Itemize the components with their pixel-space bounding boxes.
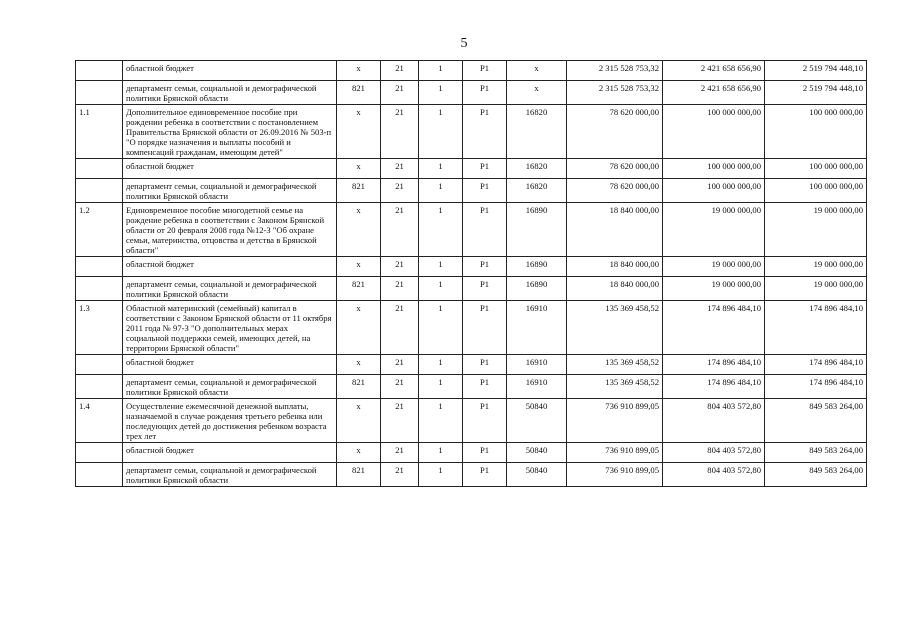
cell-code-program: 21 [381,61,419,81]
table-row [76,105,867,159]
cell-item-number [76,375,123,399]
cell-code-admin: 821 [337,463,381,487]
cell-name: областной бюджет [123,159,337,179]
cell-code-project: Р1 [463,159,507,179]
cell-code-admin: х [337,159,381,179]
cell-amount-3: 849 583 264,00 [765,443,867,463]
cell-code-program: 21 [381,443,419,463]
cell-code-program: 21 [381,257,419,277]
cell-item-number [76,159,123,179]
cell-item-number [76,179,123,203]
cell-code-direction: х [507,81,567,105]
cell-code-admin: 821 [337,179,381,203]
cell-code-project: Р1 [463,81,507,105]
cell-code-admin: х [337,105,381,159]
cell-name: департамент семьи, социальной и демографической политики Брянской области [123,277,337,301]
cell-code-program: 21 [381,375,419,399]
cell-amount-1: 2 315 528 753,32 [567,81,663,105]
cell-amount-3: 19 000 000,00 [765,257,867,277]
cell-item-number [76,81,123,105]
cell-name: департамент семьи, социальной и демографической политики Брянской области [123,81,337,105]
budget-table [75,60,867,487]
cell-code-direction: 16890 [507,277,567,301]
cell-code-admin: х [337,257,381,277]
cell-amount-1: 135 369 458,52 [567,375,663,399]
cell-amount-2: 804 403 572,80 [663,443,765,463]
cell-code-subprogram: 1 [419,399,463,443]
cell-amount-1: 2 315 528 753,32 [567,61,663,81]
table-row [76,355,867,375]
cell-amount-1: 736 910 899,05 [567,463,663,487]
cell-code-project: Р1 [463,61,507,81]
cell-code-project: Р1 [463,277,507,301]
cell-item-number: 1.1 [76,105,123,159]
cell-amount-3: 174 896 484,10 [765,301,867,355]
cell-amount-3: 849 583 264,00 [765,399,867,443]
cell-name: Осуществление ежемесячной денежной выплаты, назначаемой в случае рождения третьего ребенка или последующих детей до достижения ребенком возраста трех лет [123,399,337,443]
cell-amount-2: 100 000 000,00 [663,159,765,179]
cell-item-number: 1.3 [76,301,123,355]
cell-code-subprogram: 1 [419,277,463,301]
cell-item-number [76,277,123,301]
cell-name: Дополнительное единовременное пособие при рождении ребенка в соответствии с постановлением Правительства Брянской области от 26.09.2016 № 503-п "О порядке назначения и выплаты пособий и компенсаций гражданам, имеющим детей" [123,105,337,159]
cell-code-admin: х [337,61,381,81]
cell-code-program: 21 [381,399,419,443]
cell-code-program: 21 [381,355,419,375]
cell-amount-2: 174 896 484,10 [663,375,765,399]
cell-amount-3: 2 519 794 448,10 [765,81,867,105]
cell-code-program: 21 [381,203,419,257]
cell-name: областной бюджет [123,443,337,463]
cell-code-project: Р1 [463,443,507,463]
cell-amount-1: 736 910 899,05 [567,399,663,443]
table-row [76,399,867,443]
cell-amount-2: 174 896 484,10 [663,301,765,355]
table-row [76,257,867,277]
cell-amount-2: 19 000 000,00 [663,257,765,277]
cell-amount-2: 100 000 000,00 [663,179,765,203]
cell-code-direction: 16820 [507,179,567,203]
cell-amount-2: 2 421 658 656,90 [663,61,765,81]
cell-code-direction: х [507,61,567,81]
cell-code-subprogram: 1 [419,375,463,399]
cell-code-direction: 16910 [507,355,567,375]
table-row [76,443,867,463]
cell-code-project: Р1 [463,179,507,203]
cell-code-program: 21 [381,463,419,487]
cell-code-subprogram: 1 [419,257,463,277]
cell-code-program: 21 [381,159,419,179]
table-row [76,61,867,81]
cell-code-direction: 50840 [507,399,567,443]
table-row [76,463,867,487]
cell-code-direction: 16910 [507,301,567,355]
cell-name: департамент семьи, социальной и демографической политики Брянской области [123,179,337,203]
cell-amount-3: 19 000 000,00 [765,277,867,301]
cell-code-subprogram: 1 [419,443,463,463]
table-row [76,375,867,399]
cell-code-project: Р1 [463,375,507,399]
cell-item-number [76,61,123,81]
cell-amount-1: 18 840 000,00 [567,277,663,301]
cell-amount-3: 19 000 000,00 [765,203,867,257]
cell-code-project: Р1 [463,203,507,257]
cell-code-project: Р1 [463,463,507,487]
table-row [76,301,867,355]
cell-code-direction: 16820 [507,105,567,159]
cell-amount-3: 849 583 264,00 [765,463,867,487]
cell-item-number [76,463,123,487]
cell-code-direction: 16890 [507,257,567,277]
cell-code-subprogram: 1 [419,301,463,355]
cell-code-direction: 50840 [507,443,567,463]
cell-amount-1: 736 910 899,05 [567,443,663,463]
cell-code-subprogram: 1 [419,81,463,105]
cell-name: Областной материнский (семейный) капитал в соответствии с Законом Брянской области от 11 октября 2011 года № 97-З "О дополнительных мерах социальной поддержки семей, имеющих детей, на территории Брянской области" [123,301,337,355]
cell-name: департамент семьи, социальной и демографической политики Брянской области [123,463,337,487]
cell-amount-3: 174 896 484,10 [765,375,867,399]
cell-code-subprogram: 1 [419,203,463,257]
cell-item-number: 1.4 [76,399,123,443]
cell-code-project: Р1 [463,301,507,355]
cell-code-subprogram: 1 [419,463,463,487]
table-row [76,203,867,257]
cell-name: областной бюджет [123,257,337,277]
cell-code-program: 21 [381,105,419,159]
cell-amount-1: 135 369 458,52 [567,355,663,375]
cell-amount-2: 804 403 572,80 [663,463,765,487]
cell-code-direction: 16820 [507,159,567,179]
page-number: 5 [460,36,468,51]
cell-amount-2: 100 000 000,00 [663,105,765,159]
cell-amount-1: 18 840 000,00 [567,257,663,277]
cell-item-number [76,257,123,277]
table-row [76,277,867,301]
cell-amount-3: 100 000 000,00 [765,105,867,159]
cell-code-admin: х [337,443,381,463]
cell-code-subprogram: 1 [419,61,463,81]
cell-code-admin: х [337,203,381,257]
cell-item-number: 1.2 [76,203,123,257]
cell-amount-2: 804 403 572,80 [663,399,765,443]
cell-code-program: 21 [381,81,419,105]
cell-code-admin: х [337,301,381,355]
cell-code-direction: 50840 [507,463,567,487]
cell-name: областной бюджет [123,61,337,81]
cell-code-project: Р1 [463,257,507,277]
cell-code-admin: 821 [337,81,381,105]
cell-amount-1: 135 369 458,52 [567,301,663,355]
cell-code-admin: 821 [337,375,381,399]
cell-amount-1: 78 620 000,00 [567,179,663,203]
cell-amount-2: 19 000 000,00 [663,203,765,257]
cell-amount-3: 100 000 000,00 [765,159,867,179]
cell-amount-1: 18 840 000,00 [567,203,663,257]
cell-code-subprogram: 1 [419,355,463,375]
cell-code-program: 21 [381,301,419,355]
cell-amount-3: 174 896 484,10 [765,355,867,375]
cell-code-admin: 821 [337,277,381,301]
cell-code-project: Р1 [463,355,507,375]
cell-amount-1: 78 620 000,00 [567,159,663,179]
cell-amount-3: 2 519 794 448,10 [765,61,867,81]
cell-code-subprogram: 1 [419,159,463,179]
cell-code-project: Р1 [463,399,507,443]
cell-name: областной бюджет [123,355,337,375]
cell-item-number [76,355,123,375]
cell-code-subprogram: 1 [419,179,463,203]
cell-amount-3: 100 000 000,00 [765,179,867,203]
cell-item-number [76,443,123,463]
table-row [76,81,867,105]
table-row [76,179,867,203]
cell-amount-2: 19 000 000,00 [663,277,765,301]
table-row [76,159,867,179]
cell-code-admin: х [337,399,381,443]
cell-amount-2: 2 421 658 656,90 [663,81,765,105]
cell-name: департамент семьи, социальной и демографической политики Брянской области [123,375,337,399]
table-body [76,61,867,487]
cell-code-admin: х [337,355,381,375]
cell-code-program: 21 [381,277,419,301]
cell-code-direction: 16890 [507,203,567,257]
cell-code-project: Р1 [463,105,507,159]
cell-code-direction: 16910 [507,375,567,399]
cell-amount-2: 174 896 484,10 [663,355,765,375]
cell-code-subprogram: 1 [419,105,463,159]
cell-name: Единовременное пособие многодетной семье на рождение ребенка в соответствии с Законом Брянской области от 20 февраля 2008 года №12-З "Об охране семьи, материнства, отцовства и детства в Брянской области" [123,203,337,257]
cell-code-program: 21 [381,179,419,203]
cell-amount-1: 78 620 000,00 [567,105,663,159]
